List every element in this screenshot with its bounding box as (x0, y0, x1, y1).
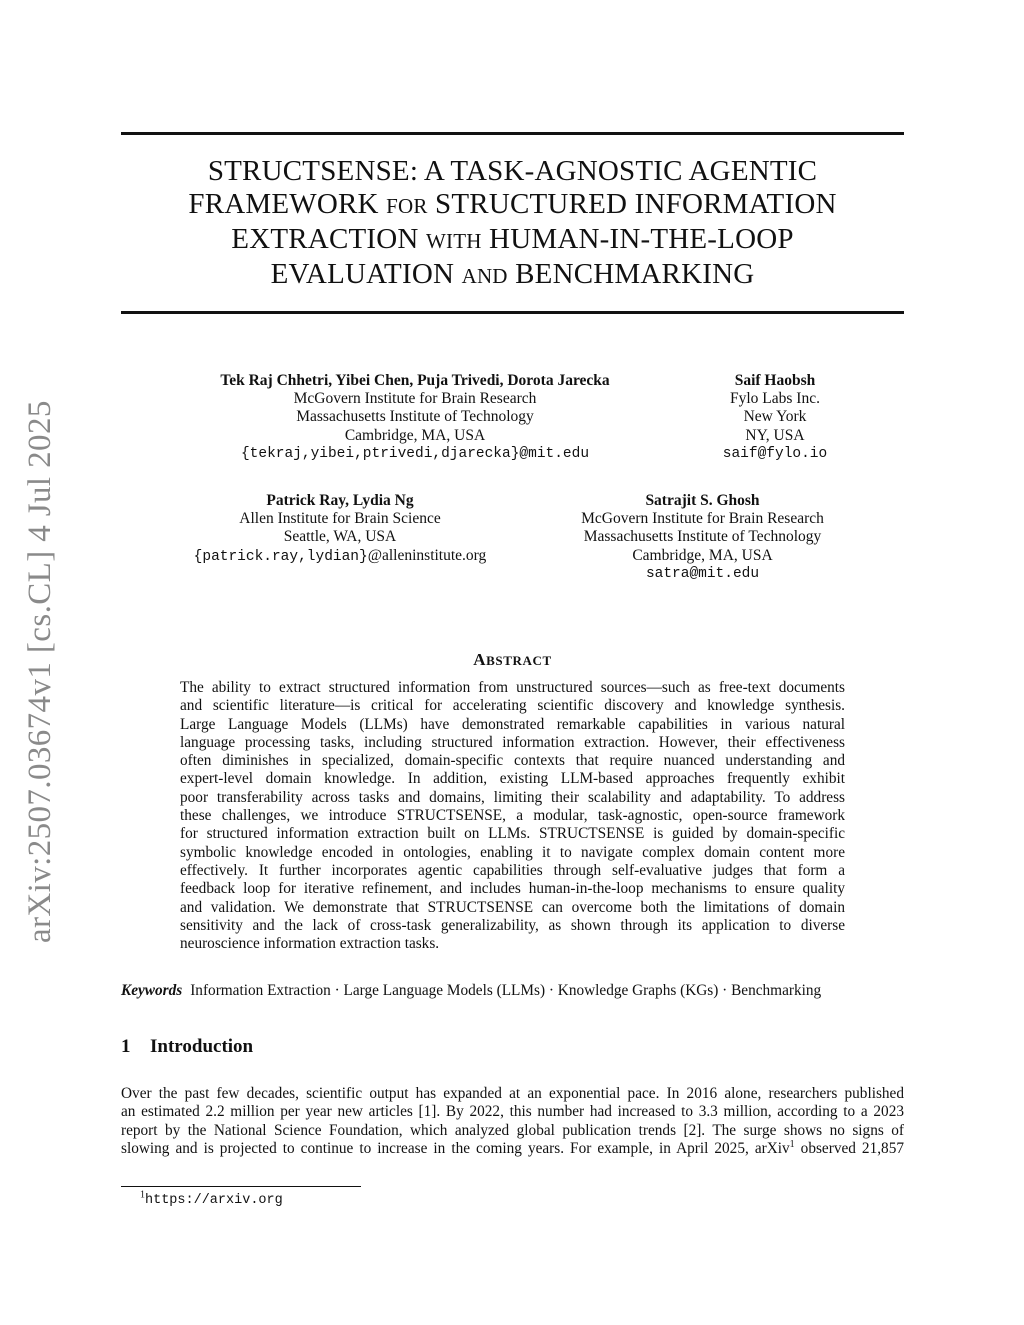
author-email[interactable]: {tekraj,yibei,ptrivedi,djarecka}@mit.edu (240, 445, 590, 462)
paper-title (121, 155, 904, 293)
author-location: Cambridge, MA, USA (632, 546, 773, 564)
author-email[interactable]: satra@mit.edu (645, 565, 760, 582)
keywords-label: Keywords (121, 982, 183, 999)
abstract-line: symbolic knowledge encoded in ontologies, enabling it to navigate complex domain content more (180, 843, 845, 861)
title-line-2: FRAMEWORK FOR STRUCTURED INFORMATION (188, 188, 837, 220)
author-email[interactable]: saif@fylo.io (722, 445, 828, 462)
abstract-line: often diminishes in specialized, domain-specific contexts that require nuanced understanding and (180, 752, 845, 770)
author-location: New York (743, 408, 807, 426)
abstract-heading: ABSTRACT (473, 650, 552, 669)
abstract-line: feedback loop for iterative refinement, and includes human-in-the-loop mechanisms to ensure quality (180, 880, 845, 898)
abstract-line: these challenges, we introduce STRUCTSENSE, a modular, task-agnostic, open-source framework (180, 807, 845, 825)
section-number: 1 (121, 1036, 131, 1057)
abstract-line: effectively. It further incorporates agentic capabilities through self-evaluative judges that form a (180, 861, 845, 879)
footnote-marker[interactable]: 1 (789, 1138, 795, 1150)
abstract-line: Large Language Models (LLMs) have demonstrated remarkable capabilities in various natural (180, 715, 845, 733)
title-line-4: EVALUATION AND BENCHMARKING (270, 258, 755, 290)
keywords (121, 982, 904, 1000)
footnote-rule (121, 1186, 361, 1187)
abstract-line: sensitivity and the lack of cross-task generalizability, as shown through its application to diverse (180, 916, 845, 934)
footnote-url[interactable]: https://arxiv.org (145, 1193, 283, 1208)
author-location: Seattle, WA, USA (283, 528, 397, 546)
author-affiliation: Allen Institute for Brain Science (239, 510, 441, 528)
author-names: Satrajit S. Ghosh (645, 492, 760, 509)
abstract-line: The ability to extract structured information from unstructured sources—such as free-text documents (180, 679, 845, 696)
author-block-fylo (690, 372, 860, 463)
section-heading-introduction (121, 1036, 253, 1058)
author-block-allen (175, 492, 505, 566)
author-names: Saif Haobsh (734, 372, 816, 389)
title-line-1: STRUCTSENSE: A TASK-AGNOSTIC AGENTIC (207, 155, 818, 187)
intro-paragraph (121, 1085, 904, 1158)
author-email[interactable]: {patrick.ray,lydian}@alleninstitute.org (193, 546, 487, 565)
intro-line: report by the National Science Foundation, which analyzed global publication trends [2]. The surge shows no signs of (121, 1121, 904, 1139)
author-affiliation: McGovern Institute for Brain Research (581, 510, 824, 528)
title-top-rule (121, 132, 904, 135)
abstract-line: and validation. We demonstrate that STRUCTSENSE can overcome both the limitations of domain (180, 898, 845, 916)
title-line-3: EXTRACTION WITH HUMAN-IN-THE-LOOP (231, 223, 794, 255)
author-names: Patrick Ray, Lydia Ng (266, 492, 414, 509)
abstract-line: poor transferability across tasks and domains, limiting their scalability and adaptability. To address (180, 788, 845, 806)
intro-line: slowing and is projected to continue to increase in the coming years. For example, in April 2025, arXiv$^1$ observed 21,857 (121, 1138, 904, 1157)
footnote-number: 1 (140, 1189, 145, 1201)
keywords-list: Information Extraction · Large Language Models (LLMs) · Knowledge Graphs (KGs) · Benchmarking (190, 982, 822, 999)
author-affiliation: Massachusetts Institute of Technology (583, 528, 822, 546)
author-affiliation: Massachusetts Institute of Technology (296, 408, 534, 426)
author-affiliation: Fylo Labs Inc. (730, 390, 820, 408)
intro-line: Over the past few decades, scientific output has expanded at an exponential pace. In 2016 alone, researchers published (121, 1085, 904, 1102)
author-location: NY, USA (745, 426, 805, 444)
abstract-line: language processing tasks, including structured information extraction. However, their effectiveness (180, 733, 845, 751)
title-bottom-rule (121, 311, 904, 314)
abstract-line: for structured information extraction built on LLMs. STRUCTSENSE is guided by domain-specific (180, 825, 845, 843)
author-affiliation: McGovern Institute for Brain Research (293, 390, 537, 408)
author-block-mit (190, 372, 640, 463)
abstract-line: expert-level domain knowledge. In addition, existing LLM-based approaches frequently exhibit (180, 770, 845, 788)
abstract-line: and scientific literature—is critical for accelerating scientific discovery and knowledge synthesis. (180, 697, 845, 715)
abstract-line: neuroscience information extraction tasks. (180, 935, 440, 953)
author-block-ghosh (560, 492, 845, 583)
intro-line: an estimated 2.2 million per year new articles [1]. By 2022, this number had increased to 3.3 million, according to a 2023 (121, 1103, 904, 1121)
author-location: Cambridge, MA, USA (344, 426, 486, 444)
author-names: Tek Raj Chhetri, Yibei Chen, Puja Trivedi, Dorota Jarecka (220, 372, 610, 389)
abstract-body (180, 679, 845, 953)
arxiv-side-stamp: arXiv:2507.03674v1 [cs.CL] 4 Jul 2025 (22, 400, 58, 943)
section-title: Introduction (150, 1036, 254, 1057)
footnote (140, 1191, 283, 1208)
